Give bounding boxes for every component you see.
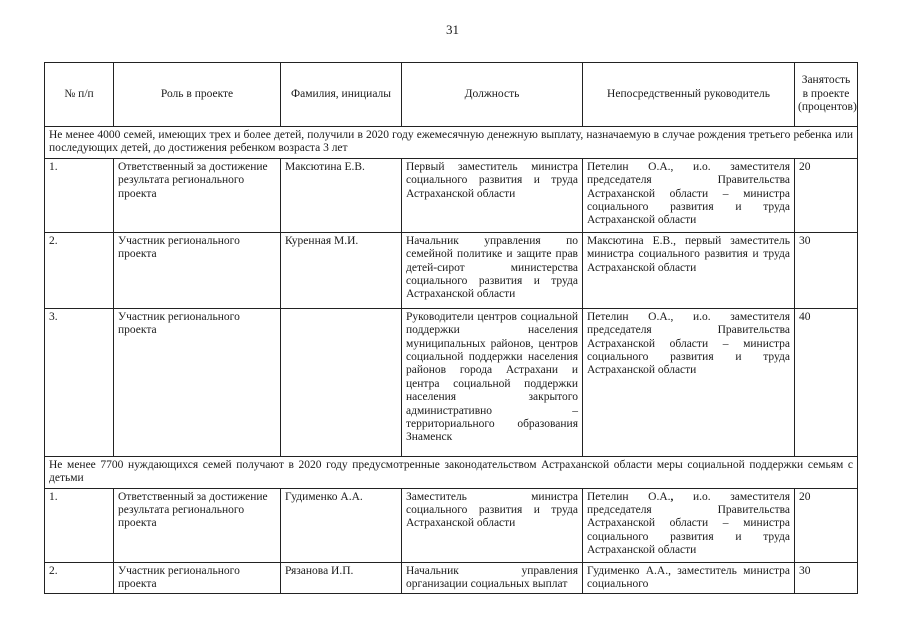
row-num: 1. [45, 488, 114, 562]
table-row [45, 232, 858, 308]
header-employment: Занятость в проекте (процентов) [795, 63, 858, 127]
row-name: Максютина Е.В. [281, 158, 402, 232]
row-manager: Максютина Е.В., первый заместитель министра социального развития и труда Астраханской области [583, 232, 795, 308]
row-position: Руководители центров социальной поддержки населения муниципальных районов, центров социальной поддержки населения районов города Астрахани и центра социальной поддержки населения закрытого административно – территориального образования Знаменск [402, 308, 583, 456]
section-row [45, 127, 858, 159]
manager-title: и.о. заместителя председателя Правительства Астраханской области – министра социального развития и труда Астраханской области [587, 490, 790, 557]
table-row [45, 158, 858, 232]
section-title: Не менее 7700 нуждающихся семей получают в 2020 году предусмотренные законодательством Астраханской области меры социальной поддержки семьям с детьми [45, 456, 858, 488]
row-name: Куренная М.И. [281, 232, 402, 308]
row-name [281, 308, 402, 456]
header-name: Фамилия, инициалы [281, 63, 402, 127]
row-position: Начальник управления организации социальных выплат [402, 562, 583, 594]
header-manager: Непосредственный руководитель [583, 63, 795, 127]
row-name: Рязанова И.П. [281, 562, 402, 594]
table-header-row [45, 63, 858, 127]
row-manager: Петелин О.А., и.о. заместителя председателя Правительства Астраханской области – министра социального развития и труда Астраханской области [583, 488, 795, 562]
project-participants-table [44, 62, 858, 594]
section-title: Не менее 4000 семей, имеющих трех и более детей, получили в 2020 году ежемесячную денежную выплату, назначаемую в случае рождения третьего ребенка или последующих детей, до достижения ребенком возраста 3 лет [45, 127, 858, 159]
table-row [45, 562, 858, 594]
row-employment: 20 [795, 158, 858, 232]
row-num: 1. [45, 158, 114, 232]
row-role: Участник регионального проекта [114, 232, 281, 308]
row-manager: Петелин О.А., и.о. заместителя председателя Правительства Астраханской области – министра социального развития и труда Астраханской области [583, 158, 795, 232]
row-position: Первый заместитель министра социального развития и труда Астраханской области [402, 158, 583, 232]
row-role: Ответственный за достижение результата регионального проекта [114, 488, 281, 562]
row-manager: Петелин О.А., и.о. заместителя председателя Правительства Астраханской области – министра социального развития и труда Астраханской области [583, 308, 795, 456]
table-row [45, 308, 858, 456]
row-position: Заместитель министра социального развития и труда Астраханской области [402, 488, 583, 562]
row-role: Участник регионального проекта [114, 562, 281, 594]
header-num: № п/п [45, 63, 114, 127]
header-position: Должность [402, 63, 583, 127]
row-employment: 40 [795, 308, 858, 456]
row-employment: 30 [795, 232, 858, 308]
manager-name: Петелин О.А. [587, 490, 671, 503]
row-num: 2. [45, 562, 114, 594]
row-name: Гудименко А.А. [281, 488, 402, 562]
row-role: Участник регионального проекта [114, 308, 281, 456]
row-employment: 30 [795, 562, 858, 594]
section-row [45, 456, 858, 488]
table-row [45, 488, 858, 562]
row-num: 2. [45, 232, 114, 308]
row-employment: 20 [795, 488, 858, 562]
page-number: 31 [446, 22, 459, 37]
row-role: Ответственный за достижение результата регионального проекта [114, 158, 281, 232]
header-role: Роль в проекте [114, 63, 281, 127]
row-manager: Гудименко А.А., заместитель министра социального [583, 562, 795, 594]
row-position: Начальник управления по семейной политике и защите прав детей-сирот министерства социального развития и труда Астраханской области [402, 232, 583, 308]
row-num: 3. [45, 308, 114, 456]
